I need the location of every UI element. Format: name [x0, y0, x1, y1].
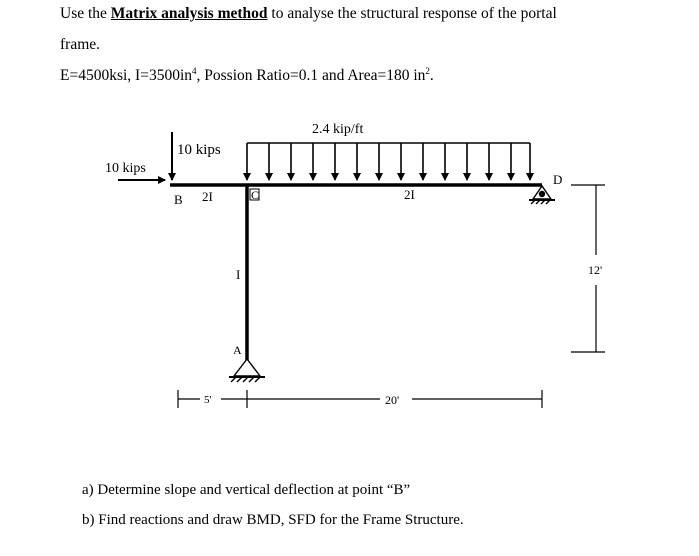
question-a: a) Determine slope and vertical deflection at point “B”: [82, 482, 411, 498]
dim-span-label: 20': [385, 393, 400, 407]
node-c-label: C: [251, 188, 260, 202]
udl-label: 2.4 kip/ft: [312, 122, 364, 137]
pin-support-d: [529, 186, 555, 204]
overhang-inertia-label: 2I: [202, 189, 213, 204]
node-a-label: A: [233, 343, 242, 357]
properties-line: E=4500ksi, $I=3500in^4$, Possion Ratio=0.1 and Area=180 $in^2$.: [60, 66, 434, 85]
beam-inertia-label: 2I: [404, 187, 415, 202]
pin-support-a: [229, 359, 265, 382]
node-b-label: B: [174, 192, 183, 207]
vertical-load-label: 10 kips: [177, 142, 221, 158]
intro-line: Use the Matrix analysis method to analyse the structural response of the portal: [60, 5, 557, 22]
distributed-load: [247, 143, 530, 180]
horizontal-dimension: [178, 390, 542, 408]
question-b: b) Find reactions and draw BMD, SFD for the Frame Structure.: [82, 512, 464, 528]
dim-height-label: 12': [588, 263, 603, 277]
column-inertia-label: I: [236, 267, 241, 282]
horizontal-load-label: 10 kips: [105, 161, 146, 176]
dim-overhang-label: 5': [204, 394, 212, 406]
node-d-label: D: [553, 172, 563, 187]
intro-line-2: frame.: [60, 36, 101, 53]
method-name: Matrix analysis method: [110, 5, 268, 22]
